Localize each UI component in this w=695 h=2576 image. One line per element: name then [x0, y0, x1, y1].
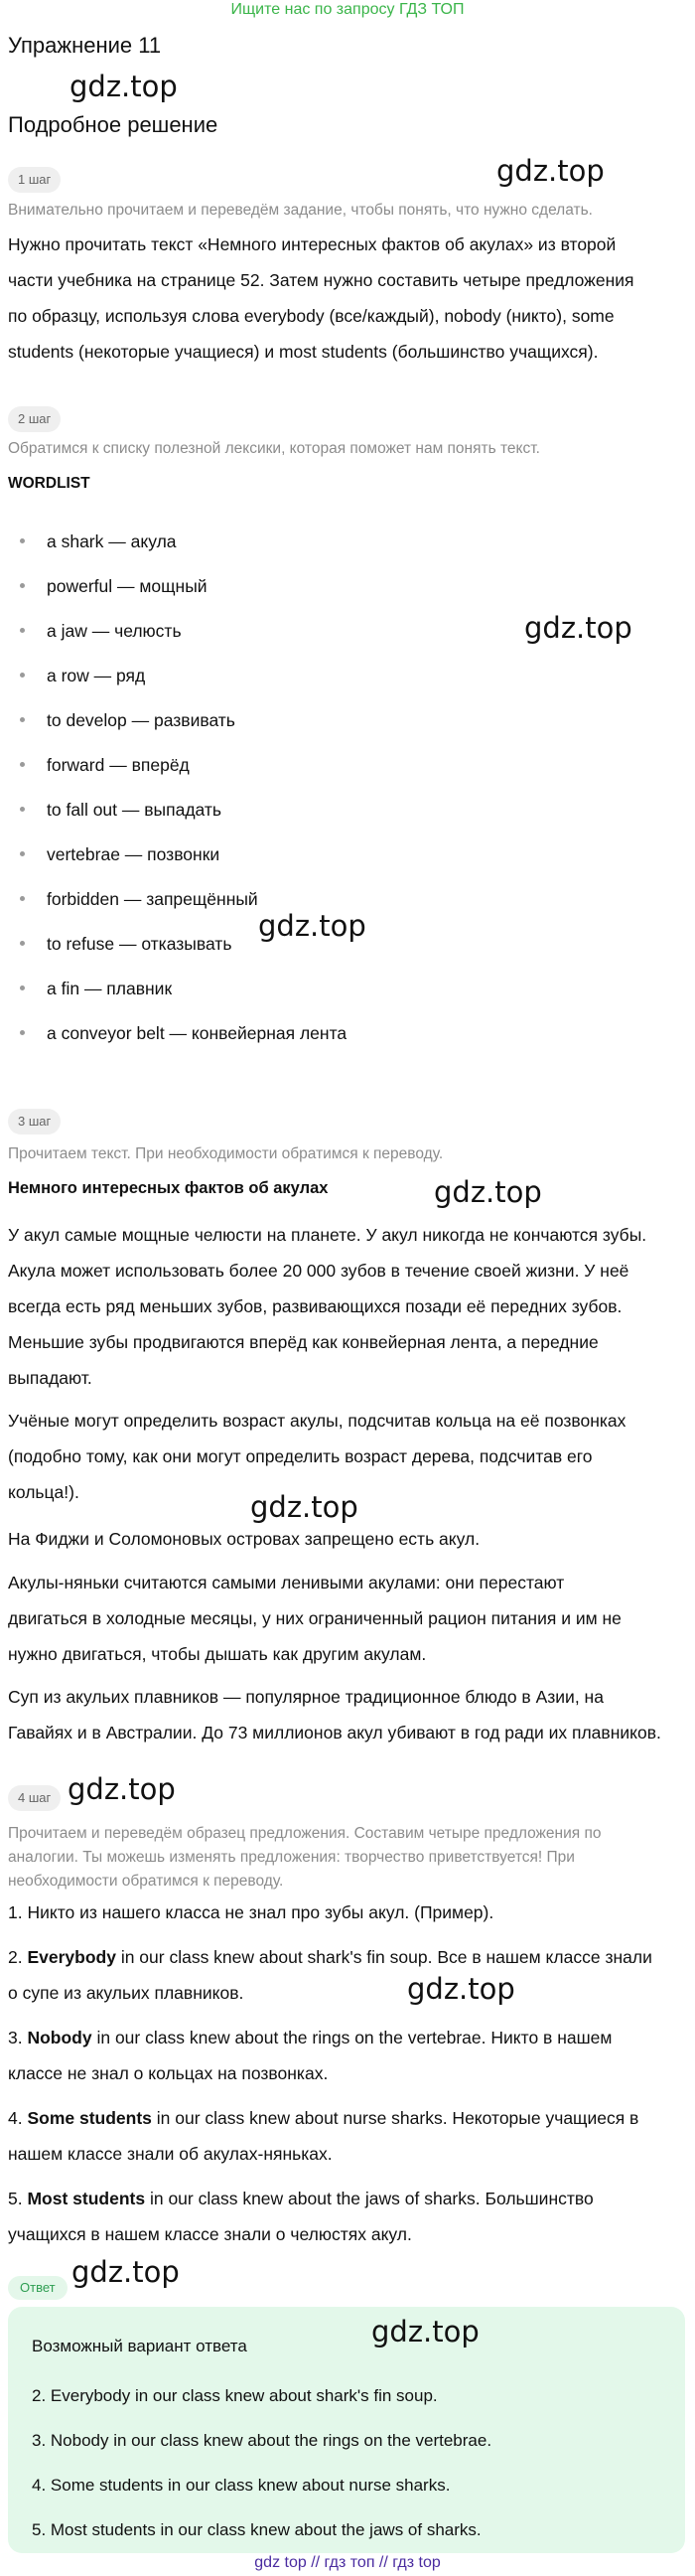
- example-sentence: 4. Some students in our class knew about nurse sharks. Некоторые учащиеся в нашем классе знали об акулах-няньках.: [8, 2108, 639, 2164]
- text-line: Акулы-няньки считаются самыми ленивыми акулами: они перестают: [8, 1573, 565, 1592]
- text-line: двигаться в холодные месяцы, у них ограниченный рацион питания и им не: [8, 1608, 622, 1628]
- top-banner[interactable]: Ищите нас по запросу ГДЗ ТОП: [230, 1, 465, 18]
- watermark: gdz.top: [524, 611, 632, 645]
- step-hint: Внимательно прочитаем и переведём задание, чтобы понять, что нужно сделать.: [8, 202, 593, 219]
- watermark: gdz.top: [250, 1490, 358, 1524]
- text-line: нужно двигаться, чтобы дышать как другим акулам.: [8, 1644, 427, 1664]
- watermark: gdz.top: [371, 2315, 480, 2349]
- list-item: forbidden — запрещённый: [20, 887, 258, 911]
- text-line: Меньшие зубы продвигаются вперёд как конвейерная лента, а передние: [8, 1332, 599, 1352]
- bullet-icon: [20, 717, 25, 722]
- watermark: gdz.top: [407, 1972, 515, 2006]
- bullet-icon: [20, 583, 25, 588]
- list-item: powerful — мощный: [20, 574, 208, 598]
- watermark: gdz.top: [434, 1175, 542, 1209]
- bullet-icon: [20, 538, 25, 543]
- bullet-icon: [20, 941, 25, 946]
- list-item: to fall out — выпадать: [20, 798, 221, 822]
- list-item: a shark — акула: [20, 530, 177, 553]
- answer-line: 3. Nobody in our class knew about the rings on the vertebrae.: [32, 2431, 492, 2450]
- text-line: Нужно прочитать текст «Немного интересных фактов об акулах» из второй: [8, 234, 617, 254]
- answer-line: 5. Most students in our class knew about the jaws of sharks.: [32, 2520, 482, 2539]
- text-line: кольца!).: [8, 1482, 79, 1502]
- step-hint: Прочитаем и переведём образец предложения. Составим четыре предложения по аналогии. Ты можешь изменять предложения: творчество приветствуется! При необходимости обратимся к переводу.: [8, 1825, 602, 1890]
- text-heading: Немного интересных фактов об акулах: [8, 1179, 329, 1197]
- bullet-icon: [20, 807, 25, 812]
- example-sentence: 3. Nobody in our class knew about the rings on the vertebrae. Никто в нашем классе не знал о кольцах на позвонках.: [8, 2028, 613, 2083]
- text-line: Акула может использовать более 20 000 зубов в течение своей жизни. У неё: [8, 1261, 629, 1281]
- text-line: выпадают.: [8, 1368, 92, 1388]
- step3-text: [8, 1565, 683, 1672]
- footer-links[interactable]: gdz top // гдз топ // гдз top: [254, 2554, 441, 2571]
- list-item: vertebrae — позвонки: [20, 842, 219, 866]
- watermark: gdz.top: [258, 909, 366, 943]
- wordlist-heading: WORDLIST: [8, 475, 90, 492]
- list-item: forward — вперёд: [20, 753, 190, 777]
- text-line: Суп из акульих плавников — популярное традиционное блюдо в Азии, на: [8, 1687, 604, 1707]
- watermark: gdz.top: [71, 2255, 180, 2289]
- step-badge: 1 шаг: [8, 167, 61, 193]
- list-item: a row — ряд: [20, 664, 145, 687]
- answer-line: 4. Some students in our class knew about nurse sharks.: [32, 2476, 451, 2495]
- step-hint: Обратимся к списку полезной лексики, которая поможет нам понять текст.: [8, 440, 540, 457]
- step3-text: [8, 1217, 683, 1396]
- text-line: по образцу, используя слова everybody (все/каждый), nobody (никто), some: [8, 306, 615, 326]
- list-item: a fin — плавник: [20, 977, 172, 1000]
- answer-line: 2. Everybody in our class knew about shark's fin soup.: [32, 2386, 438, 2405]
- step-hint: Прочитаем текст. При необходимости обратимся к переводу.: [8, 1145, 444, 1162]
- text-line: У акул самые мощные челюсти на планете. У акул никогда не кончаются зубы.: [8, 1225, 647, 1245]
- example-sentence: 5. Most students in our class knew about the jaws of sharks. Большинство учащихся в нашем классе знали о челюстях акул.: [8, 2189, 594, 2244]
- step-badge: 2 шаг: [8, 406, 61, 432]
- step1-text: [8, 227, 683, 370]
- step3-text: [8, 1521, 683, 1557]
- bullet-icon: [20, 628, 25, 633]
- watermark: gdz.top: [68, 1772, 176, 1806]
- watermark: gdz.top: [496, 154, 605, 188]
- example-sentence: 2. Everybody in our class knew about shark's fin soup. Все в нашем классе знали о супе из акульих плавников.: [8, 1947, 652, 2003]
- answer-title: Возможный вариант ответа: [32, 2337, 247, 2355]
- text-line: students (некоторые учащиеся) и most students (большинство учащихся).: [8, 342, 599, 362]
- bullet-icon: [20, 851, 25, 856]
- bullet-icon: [20, 673, 25, 678]
- text-line: (подобно тому, как они могут определить возраст дерева, подсчитав его: [8, 1446, 593, 1466]
- step-badge: 4 шаг: [8, 1785, 61, 1811]
- text-line: На Фиджи и Соломоновых островах запрещено есть акул.: [8, 1529, 481, 1549]
- step-badge: 3 шаг: [8, 1109, 61, 1135]
- text-line: Гавайях и в Австралии. До 73 миллионов акул убивают в год ради их плавников.: [8, 1723, 661, 1743]
- page-subtitle: Подробное решение: [8, 112, 218, 137]
- step3-text: [8, 1679, 683, 1750]
- example-sentence: 1. Никто из нашего класса не знал про зубы акул. (Пример).: [8, 1902, 494, 1922]
- page-title: Упражнение 11: [8, 33, 162, 58]
- list-item: a jaw — челюсть: [20, 619, 182, 643]
- bullet-icon: [20, 762, 25, 767]
- bullet-icon: [20, 1030, 25, 1035]
- watermark: gdz.top: [70, 70, 178, 103]
- list-item: to refuse — отказывать: [20, 932, 231, 956]
- text-line: части учебника на странице 52. Затем нужно составить четыре предложения: [8, 270, 634, 290]
- list-item: a conveyor belt — конвейерная лента: [20, 1021, 347, 1045]
- bullet-icon: [20, 985, 25, 990]
- text-line: всегда есть ряд меньших зубов, развивающихся позади её передних зубов.: [8, 1296, 623, 1316]
- answer-box: [8, 2307, 685, 2553]
- text-line: Учёные могут определить возраст акулы, подсчитав кольца на её позвонках: [8, 1411, 626, 1431]
- bullet-icon: [20, 896, 25, 901]
- answer-badge: Ответ: [8, 2276, 68, 2300]
- list-item: to develop — развивать: [20, 708, 235, 732]
